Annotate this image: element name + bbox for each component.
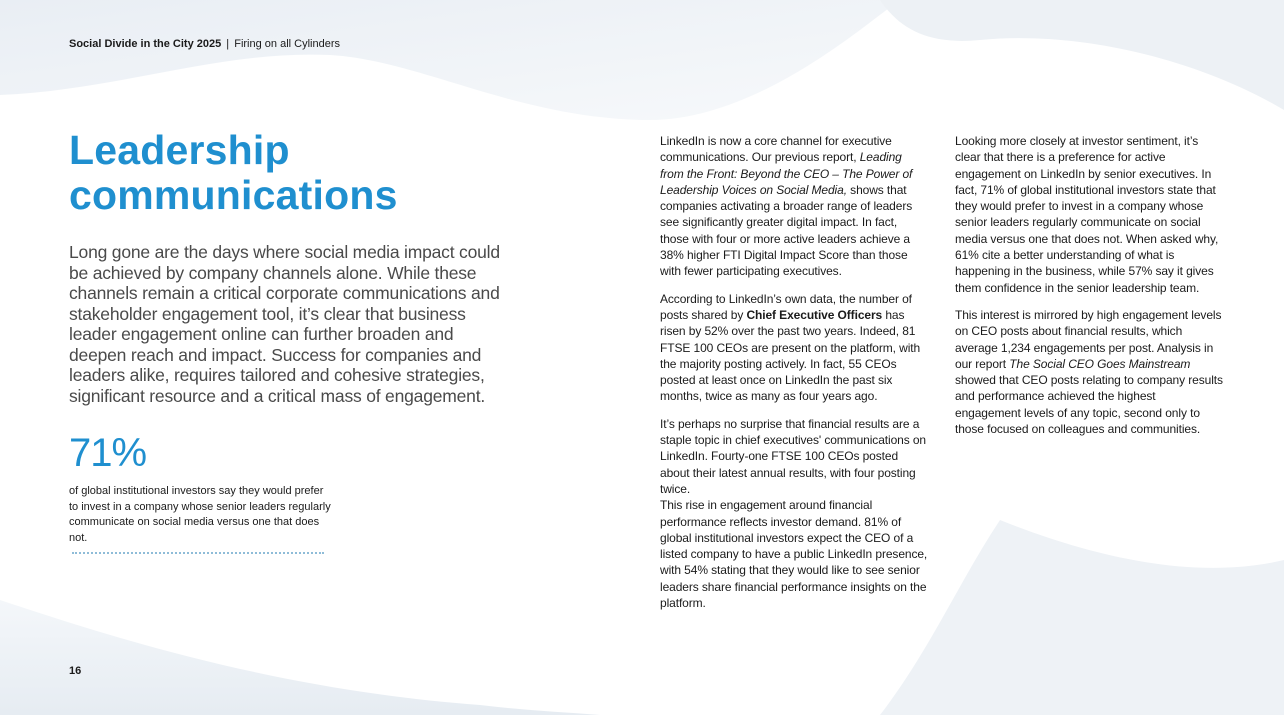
report-title: The Social CEO Goes Mainstream <box>1009 356 1191 371</box>
body-column-3 <box>955 133 1223 448</box>
stat-description: of global institutional investors say they would prefer to invest in a company whose senior leaders regularly communicate on social media versus one that does not. <box>69 485 331 544</box>
text-run: shows that companies activating a broader range of leaders see significantly greater digital impact. In fact, those with four or more active leaders achieve a 38% higher FTI Digital Impact Score than those with fewer participating executives. <box>660 182 913 279</box>
body-column-2 <box>660 133 928 622</box>
text-run: has risen by 52% over the past two years. Indeed, 81 FTSE 100 CEOs are present on the platform, with the majority posting actively. In fact, 55 CEOs posted at least once on LinkedIn the past six months, twice as many as four years ago. <box>660 307 921 404</box>
page-number: 16 <box>69 665 82 677</box>
text-run: This rise in engagement around financial performance reflects investor demand. 81% of global institutional investors expect the CEO of a listed company to have a public LinkedIn presence, with 54% stating that they would like to see senior leaders share financial performance insights on the platform. <box>660 498 928 611</box>
text-run: showed that CEO posts relating to company results and performance achieved the highest engagement levels of any topic, second only to those focused on colleagues and communities. <box>955 373 1223 437</box>
paragraph <box>955 307 1223 437</box>
stat-divider <box>72 552 324 554</box>
running-header <box>69 38 340 50</box>
document-title: Social Divide in the City 2025 <box>69 38 222 50</box>
text-run: This interest is mirrored by high engagement levels on CEO posts about financial results, which average 1,234 engagements per post. Analysis in our report <box>955 307 1222 371</box>
paragraph <box>660 416 928 612</box>
lead-paragraph: Long gone are the days where social media impact could be achieved by company channels alone. While these channels remain a critical corporate communications and stakeholder engagement tool, it’s clear that business leader engagement online can further broaden and deepen reach and impact. Success for companies and leaders alike, requires tailored and cohesive strategies, significant resource and a critical mass of engagement. <box>69 242 500 406</box>
stat-value: 71% <box>69 431 147 475</box>
report-title: Leading from the Front: Beyond the CEO – The Power of Leadership Voices on Social Media, <box>660 150 913 197</box>
paragraph: Looking more closely at investor sentiment, it’s clear that there is a preference for active engagement on LinkedIn by senior executives. In fact, 71% of global institutional investors state that they would prefer to invest in a company whose senior leaders regularly communicate on social media versus one that does not. When asked why, 61% cite a better understanding of what is happening in the business, while 57% say it gives them confidence in the senior leadership team. <box>955 134 1219 295</box>
paragraph <box>660 133 928 280</box>
paragraph <box>660 291 928 405</box>
text-run: According to LinkedIn’s own data, the number of posts shared by <box>660 291 912 322</box>
text-run: LinkedIn is now a core channel for executive communications. Our previous report, <box>660 134 892 165</box>
section-name: Firing on all Cylinders <box>234 38 340 50</box>
text-run: It’s perhaps no surprise that financial results are a staple topic in chief executives' communications on LinkedIn. Fourty-one FTSE 100 CEOs posted about their latest annual results, with four posting twice. <box>660 416 926 496</box>
header-separator: | <box>226 38 230 50</box>
page-title: Leadership communications <box>69 127 398 218</box>
emphasis-text: Chief Executive Officers <box>746 307 883 322</box>
